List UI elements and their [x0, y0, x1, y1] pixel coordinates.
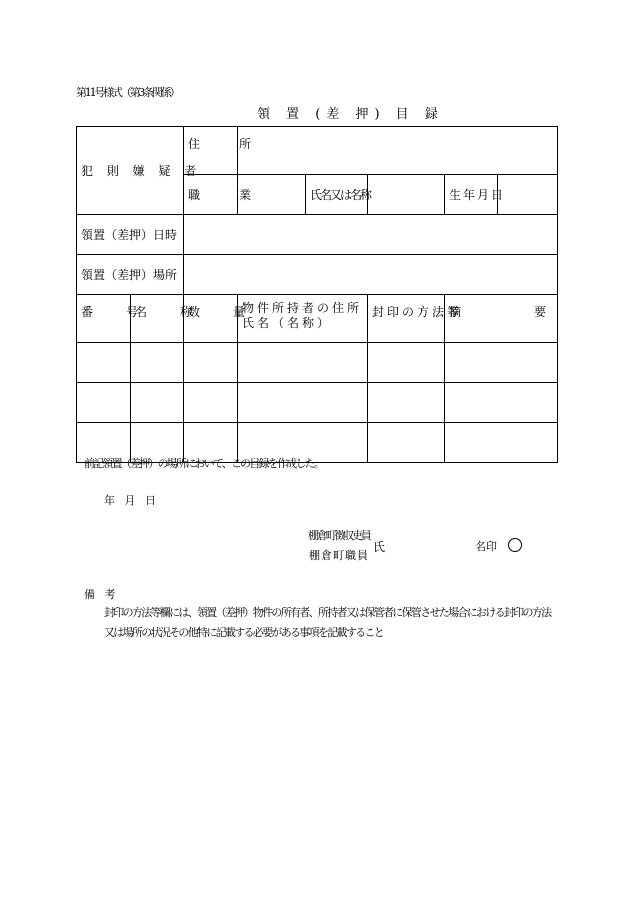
notes-text: 封印の方法等欄には、領置（差押）物件の所有者、所持者又は保管者に保管させた場合における封印の方法又は場所の状況その他特に記載する必要がある事項を記載すること: [104, 606, 551, 639]
cell-name[interactable]: [131, 343, 184, 383]
name-value[interactable]: [368, 175, 445, 215]
suspect-label: 犯 則 嫌 疑 者: [77, 127, 184, 215]
column-owner: 物件所持者の住所氏名（名称）: [238, 295, 368, 343]
page-title: 領 置 (差 押) 目 録: [257, 107, 444, 122]
date-line: 年 月 日: [104, 494, 156, 507]
column-quantity: 数 量: [184, 295, 238, 343]
table-row: [77, 343, 558, 383]
notes-label: 備 考: [84, 588, 116, 601]
statement-text: 前記領置（差押）の場所において、この目録を作成した。: [84, 457, 323, 470]
honorific: 氏: [373, 540, 386, 554]
name-label: 氏名又は名称: [306, 175, 368, 215]
address-value[interactable]: [238, 127, 558, 175]
office-line-1: 棚倉町徴収吏員: [308, 529, 370, 542]
form-id: 第11号様式（第3条関係）: [76, 86, 179, 99]
cell-remarks[interactable]: [445, 423, 558, 463]
cell-seal-method[interactable]: [368, 383, 445, 423]
office-line-2: 棚倉町職員: [309, 549, 369, 562]
cell-owner[interactable]: [238, 343, 368, 383]
column-seal-method: 封印の方法等: [368, 295, 445, 343]
cell-number[interactable]: [77, 343, 131, 383]
column-name: 名 称: [131, 295, 184, 343]
cell-remarks[interactable]: [445, 383, 558, 423]
seizure-place-label: 領置（差押）場所: [77, 255, 184, 295]
cell-seal-method[interactable]: [368, 423, 445, 463]
cell-seal-method[interactable]: [368, 343, 445, 383]
cell-remarks[interactable]: [445, 343, 558, 383]
cell-owner[interactable]: [238, 383, 368, 423]
birthdate-label: 生年月日: [445, 175, 498, 215]
seal-label: 名印: [475, 540, 497, 553]
cell-name[interactable]: [131, 383, 184, 423]
seizure-datetime-value[interactable]: [184, 215, 558, 255]
cell-number[interactable]: [77, 383, 131, 423]
address-label: 住 所: [184, 127, 238, 175]
table-row: [77, 383, 558, 423]
occupation-label: 職 業: [184, 175, 238, 215]
column-number: 番 号: [77, 295, 131, 343]
seizure-inventory-table: [76, 126, 558, 463]
seizure-place-value[interactable]: [184, 255, 558, 295]
cell-quantity[interactable]: [184, 343, 238, 383]
cell-quantity[interactable]: [184, 383, 238, 423]
seal-circle-icon: [508, 538, 522, 552]
column-remarks: 摘 要: [445, 295, 558, 343]
birthdate-value[interactable]: [498, 175, 558, 215]
seizure-datetime-label: 領置（差押）日時: [77, 215, 184, 255]
